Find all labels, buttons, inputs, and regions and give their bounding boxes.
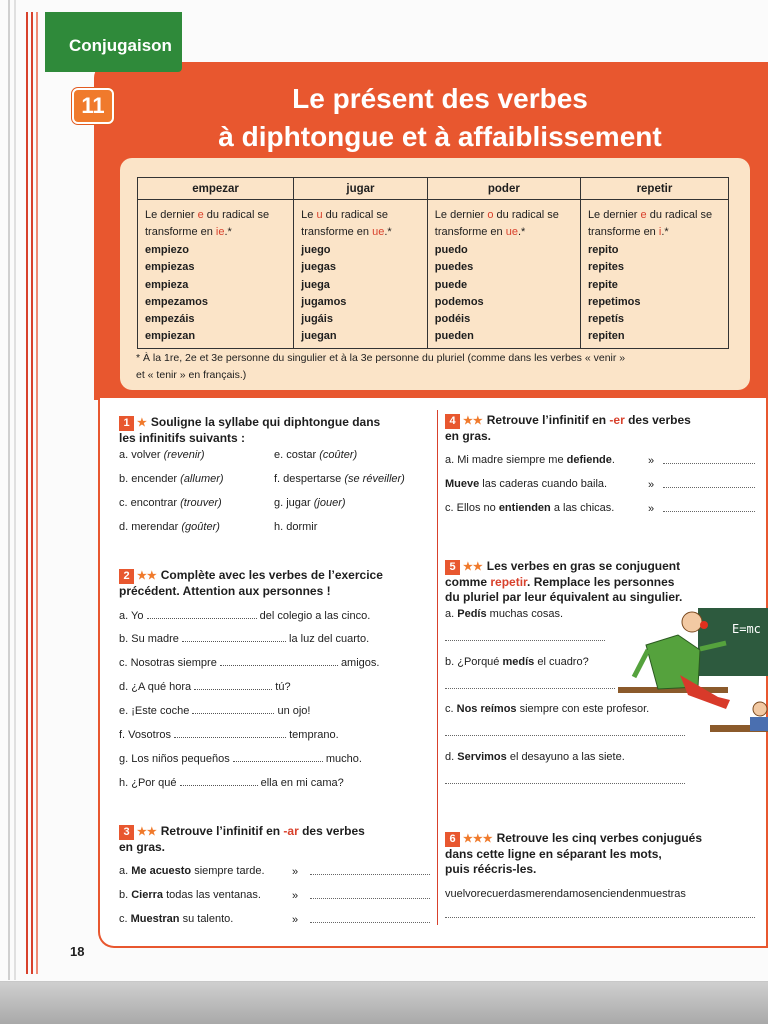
exercise-item: c. encontrar (trouver) [119, 497, 222, 509]
arrow-icon: » [292, 890, 299, 902]
fill-blank-item: g. Los niños pequeños mucho. [119, 753, 362, 765]
verb-column-poder [427, 200, 580, 349]
footnote-line: et « tenir » en français.) [136, 369, 247, 381]
star-icon: ★★★ [463, 833, 493, 845]
fill-blank-item: b. Su madre la luz del cuarto. [119, 633, 370, 645]
verb-forms [145, 242, 287, 346]
answer-line[interactable] [310, 922, 430, 923]
exercise-5 [445, 559, 755, 605]
exercise-heading-line: précédent. Attention aux personnes ! [119, 584, 331, 598]
verb-form: empiezo [145, 244, 190, 256]
answer-blank[interactable] [174, 729, 286, 738]
teacher-illustration [618, 605, 768, 765]
verb-form: empezáis [145, 313, 195, 326]
answer-blank[interactable] [220, 657, 338, 666]
page-number: 18 [70, 944, 85, 959]
verb-form: repite [587, 278, 618, 291]
verb-form: jugáis [301, 313, 333, 326]
exercise-item: g. jugar (jouer) [274, 497, 346, 509]
verb-form: puede [434, 278, 468, 291]
verb-forms [588, 242, 722, 346]
rule-text: Le dernier e du radical se transforme en ie.* [145, 209, 270, 239]
margin-rule [26, 12, 28, 974]
answer-blank[interactable] [194, 681, 272, 690]
rule-text: Le dernier e du radical se transforme en i.* [587, 209, 713, 239]
exercise-item: f. despertarse (se réveiller) [274, 473, 405, 485]
section-tag: Conjugaison [45, 12, 182, 72]
answer-blank[interactable] [192, 705, 274, 714]
page-binding-line [14, 0, 16, 980]
exercise-number: 6 [445, 832, 460, 847]
footnote [136, 350, 736, 384]
exercise-2 [119, 568, 429, 599]
arrow-icon: » [648, 455, 655, 467]
exercise-item: a. volver (revenir) [119, 449, 205, 461]
verb-form: empieza [145, 278, 189, 291]
arrow-icon: » [292, 866, 299, 878]
exercise-heading: 5 ★★ Les verbes en gras se conjuguent comme repetir. Remplace les personnes du pluriel par leur équivalent au singulier. [445, 559, 683, 604]
exercise-item: d. merendar (goûter) [119, 521, 220, 533]
exercise-heading-line: dans cette ligne en séparant les mots, [445, 847, 662, 861]
exercise-item: h. dormir [274, 521, 318, 533]
exercise-heading: 4 ★★ Retrouve l’infinitif en -er des verbes en gras. [445, 413, 691, 443]
answer-line[interactable] [663, 511, 755, 512]
verb-column-empezar [138, 200, 294, 349]
rule-text: Le u du radical se transforme en ue.* [301, 209, 392, 239]
fill-blank-item: f. Vosotros temprano. [119, 729, 339, 741]
verb-form: repiten [587, 330, 625, 343]
star-icon: ★★ [463, 561, 483, 573]
verb-form: empiezan [145, 330, 196, 343]
page-title [140, 80, 740, 156]
answer-blank[interactable] [147, 610, 257, 619]
answer-blank[interactable] [180, 777, 258, 786]
exercise-item: a. Me acuesto siempre tarde. [119, 865, 265, 877]
exercise-heading-line: en gras. [445, 429, 492, 443]
column-header: empezar [138, 178, 294, 200]
verb-column-jugar [294, 200, 428, 349]
exercise-heading: 3 ★★ Retrouve l’infinitif en -ar des verbes en gras. [119, 824, 365, 854]
arrow-icon: » [292, 914, 299, 926]
exercise-item: c. Muestran su talento. [119, 913, 234, 925]
verb-forms [435, 242, 574, 346]
exercise-heading: 2 ★★ Complète avec les verbes de l’exercice précédent. Attention aux personnes ! [119, 568, 383, 598]
answer-line[interactable] [445, 917, 755, 918]
verb-form: juegan [301, 330, 337, 343]
answer-line[interactable] [445, 640, 605, 641]
conjugation-table [137, 177, 729, 349]
verb-form: jugamos [301, 295, 347, 308]
exercise-1 [119, 415, 429, 446]
verb-form: puedes [434, 261, 474, 274]
margin-rule [31, 12, 33, 974]
column-divider [437, 410, 438, 925]
exercise-heading-line: en gras. [119, 840, 166, 854]
page-binding-line [8, 0, 10, 980]
exercise-item: b. encender (allumer) [119, 473, 224, 485]
exercise-item: e. costar (coûter) [274, 449, 358, 461]
verb-form: juegas [301, 261, 337, 274]
exercise-heading-line: les infinitifs suivants : [119, 431, 246, 445]
fill-blank-item: c. Nosotras siempre amigos. [119, 657, 380, 669]
fill-blank-item: e. ¡Este coche un ojo! [119, 705, 311, 717]
exercise-item: d. Servimos el desayuno a las siete. [445, 751, 625, 763]
title-line-2: à diphtongue et à affaiblissement [218, 121, 662, 152]
exercise-4 [445, 413, 745, 444]
fill-blank-item: h. ¿Por qué ella en mi cama? [119, 777, 344, 789]
exercise-heading-line: puis réécris-les. [445, 862, 537, 876]
verb-form: repetís [587, 313, 625, 326]
answer-line[interactable] [310, 898, 430, 899]
answer-line[interactable] [445, 783, 685, 784]
exercise-heading-line: du pluriel par leur équivalent au singulier. [445, 590, 683, 604]
exercise-number: 5 [445, 560, 460, 575]
star-icon: ★★ [137, 570, 157, 582]
star-icon: ★ [137, 417, 147, 429]
exercise-item: Mueve las caderas cuando baila. [445, 478, 608, 490]
answer-line[interactable] [310, 874, 430, 875]
exercise-heading: 6 ★★★ Retrouve les cinq verbes conjugués dans cette ligne en séparant les mots, puis réécris-les. [445, 831, 702, 876]
title-line-1: Le présent des verbes [292, 83, 588, 114]
verb-form: juega [301, 278, 330, 291]
page-edge-shadow [0, 982, 768, 1024]
rule-text: Le dernier o du radical se transforme en ue.* [434, 209, 559, 239]
verb-form: juego [301, 244, 331, 256]
exercise-item: b. ¿Porqué medís el cuadro? [445, 656, 589, 668]
verb-form: podemos [434, 295, 484, 308]
exercise-number: 2 [119, 569, 134, 584]
column-header: repetir [580, 178, 728, 200]
exercise-3 [119, 824, 429, 855]
answer-blank[interactable] [182, 633, 286, 642]
exercise-item: c. Nos reímos siempre con este profesor. [445, 703, 650, 715]
verb-form: puedo [434, 244, 468, 256]
exercise-item: c. Ellos no entienden a las chicas. [445, 502, 615, 514]
verb-form: repites [587, 261, 625, 274]
arrow-icon: » [648, 479, 655, 491]
lesson-number-badge: 11 [72, 88, 114, 124]
fill-blank-item: d. ¿A qué hora tú? [119, 681, 291, 693]
exercise-item: a. Mi madre siempre me defiende. [445, 454, 615, 466]
exercise-6 [445, 831, 755, 877]
star-icon: ★★ [137, 826, 157, 838]
verb-form: podéis [434, 313, 471, 326]
column-header: poder [427, 178, 580, 200]
exercise-number: 4 [445, 414, 460, 429]
answer-line[interactable] [663, 463, 755, 464]
exercise-item: a. Pedís muchas cosas. [445, 608, 564, 620]
fill-blank-item: a. Yo del colegio a las cinco. [119, 610, 371, 622]
star-icon: ★★ [463, 415, 483, 427]
answer-line[interactable] [445, 688, 615, 689]
margin-rule [36, 12, 38, 974]
verb-form: pueden [434, 330, 474, 343]
verb-form: repetimos [587, 295, 641, 308]
chalkboard-text: E=mc [732, 622, 761, 636]
verb-form: empezamos [145, 295, 208, 308]
answer-line[interactable] [663, 487, 755, 488]
exercise-item: b. Cierra todas las ventanas. [119, 889, 261, 901]
verb-column-repetir [580, 200, 728, 349]
exercise-number: 1 [119, 416, 134, 431]
exercise-number: 3 [119, 825, 134, 840]
verb-forms [301, 242, 421, 346]
letter-string: vuelvorecuerdasmerendamosenciendenmuestras [445, 888, 686, 900]
exercise-heading: 1 ★ Souligne la syllabe qui diphtongue dans les infinitifs suivants : [119, 415, 381, 445]
answer-blank[interactable] [233, 753, 323, 762]
arrow-icon: » [648, 503, 655, 515]
verb-form: empiezas [145, 261, 195, 274]
verb-form: repito [587, 244, 619, 256]
column-header: jugar [294, 178, 428, 200]
footnote-line: * À la 1re, 2e et 3e personne du singulier et à la 3e personne du pluriel (comme dans les verbes « venir » [136, 352, 626, 364]
